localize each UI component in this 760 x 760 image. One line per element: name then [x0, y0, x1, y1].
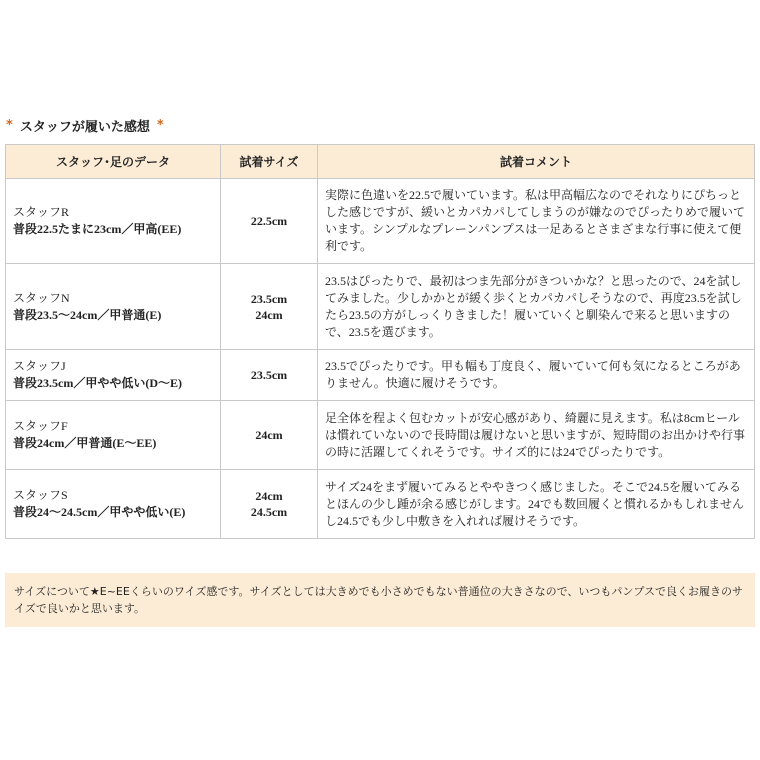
staff-foot-data: 普段22.5たまに23cm／甲高(EE) — [13, 222, 182, 236]
comment-cell: 実際に色違いを22.5で履いています。私は甲高幅広なのでそれなりにぴちっとした感じですが、緩いとカパカパしてしまうのが嫌なのでぴったりめで履いています。シンプルなプレーンパンプスは一足あるとさまざまな行事に使えて便利です。 — [318, 179, 755, 264]
trial-size: 22.5cm — [250, 214, 288, 228]
size-cell — [221, 264, 318, 350]
staff-name: スタッフS — [13, 488, 68, 502]
staff-name: スタッフF — [13, 419, 68, 433]
column-header-size: 試着サイズ — [221, 145, 318, 179]
size-cell — [221, 470, 318, 539]
staff-cell — [6, 179, 221, 264]
staff-name: スタッフJ — [13, 359, 66, 373]
staff-foot-data: 普段23.5～24cm／甲普通(E) — [13, 307, 162, 322]
comment-cell: 23.5はぴったりで、最初はつま先部分がきついかな？と思ったので、24を試してみました。少しかかとが緩く歩くとカパカパしそうなので、再度23.5を試したら23.5の方がしっくりきました！履いていくと馴染んで来ると思いますので、23.5を選びます。 — [318, 264, 755, 350]
section-title: スタッフが履いた感想 — [19, 120, 150, 135]
size-note: サイズについて★E~EEくらいのワイズ感です。サイズとしては大きめでも小さめでもない普通位の大きさなので、いつもパンプスで良くお履きのサイズで良いかと思います。 — [5, 573, 755, 627]
trial-size: 24cm — [255, 428, 283, 442]
table-row — [6, 264, 755, 350]
size-cell — [221, 350, 318, 401]
staff-cell — [6, 470, 221, 539]
table-header-row — [6, 145, 755, 179]
column-header-comment: 試着コメント — [318, 145, 755, 179]
trial-size: 23.5cm — [250, 291, 288, 306]
size-cell — [221, 179, 318, 264]
staff-foot-data: 普段24～24.5cm／甲やや低い(E) — [13, 505, 186, 519]
staff-foot-data: 普段24cm／甲普通(E～EE) — [13, 436, 157, 450]
staff-foot-data: 普段23.5cm／甲やや低い(D～E) — [13, 376, 182, 390]
size-cell — [221, 401, 318, 470]
staff-name: スタッフN — [13, 290, 70, 305]
trial-size: 24cm — [255, 307, 283, 322]
table-row — [6, 470, 755, 539]
comment-cell: 足全体を程よく包むカットが安心感があり、綺麗に見えます。私は8cmヒールは慣れていないので長時間は履けないと思いますが、短時間のお出かけや行事の時に活躍してくれそうです。サイズ的には24でぴったりです。 — [318, 401, 755, 470]
staff-cell — [6, 401, 221, 470]
staff-name: スタッフR — [13, 205, 70, 219]
staff-cell — [6, 350, 221, 401]
staff-review-table — [5, 144, 755, 539]
comment-cell: サイズ24をまず履いてみるとややきつく感じました。そこで24.5を履いてみるとほんの少し踵が余る感じがします。24でも数回履くと慣れるかもしれませんし24.5でも少し中敷きを入れれば履けそうです。 — [318, 470, 755, 539]
trial-size: 23.5cm — [250, 368, 288, 382]
table-row — [6, 350, 755, 401]
star-icon: * — [156, 118, 164, 133]
staff-cell — [6, 264, 221, 350]
star-icon: * — [6, 118, 13, 133]
section-heading — [6, 116, 164, 135]
comment-cell: 23.5でぴったりです。甲も幅も丁度良く、履いていて何も気になるところがありません。快適に履けそうです。 — [318, 350, 755, 401]
trial-size: 24.5cm — [250, 505, 288, 519]
table-row — [6, 179, 755, 264]
trial-size: 24cm — [255, 489, 283, 503]
column-header-staff: スタッフ･足のデータ — [6, 145, 221, 179]
table-row — [6, 401, 755, 470]
